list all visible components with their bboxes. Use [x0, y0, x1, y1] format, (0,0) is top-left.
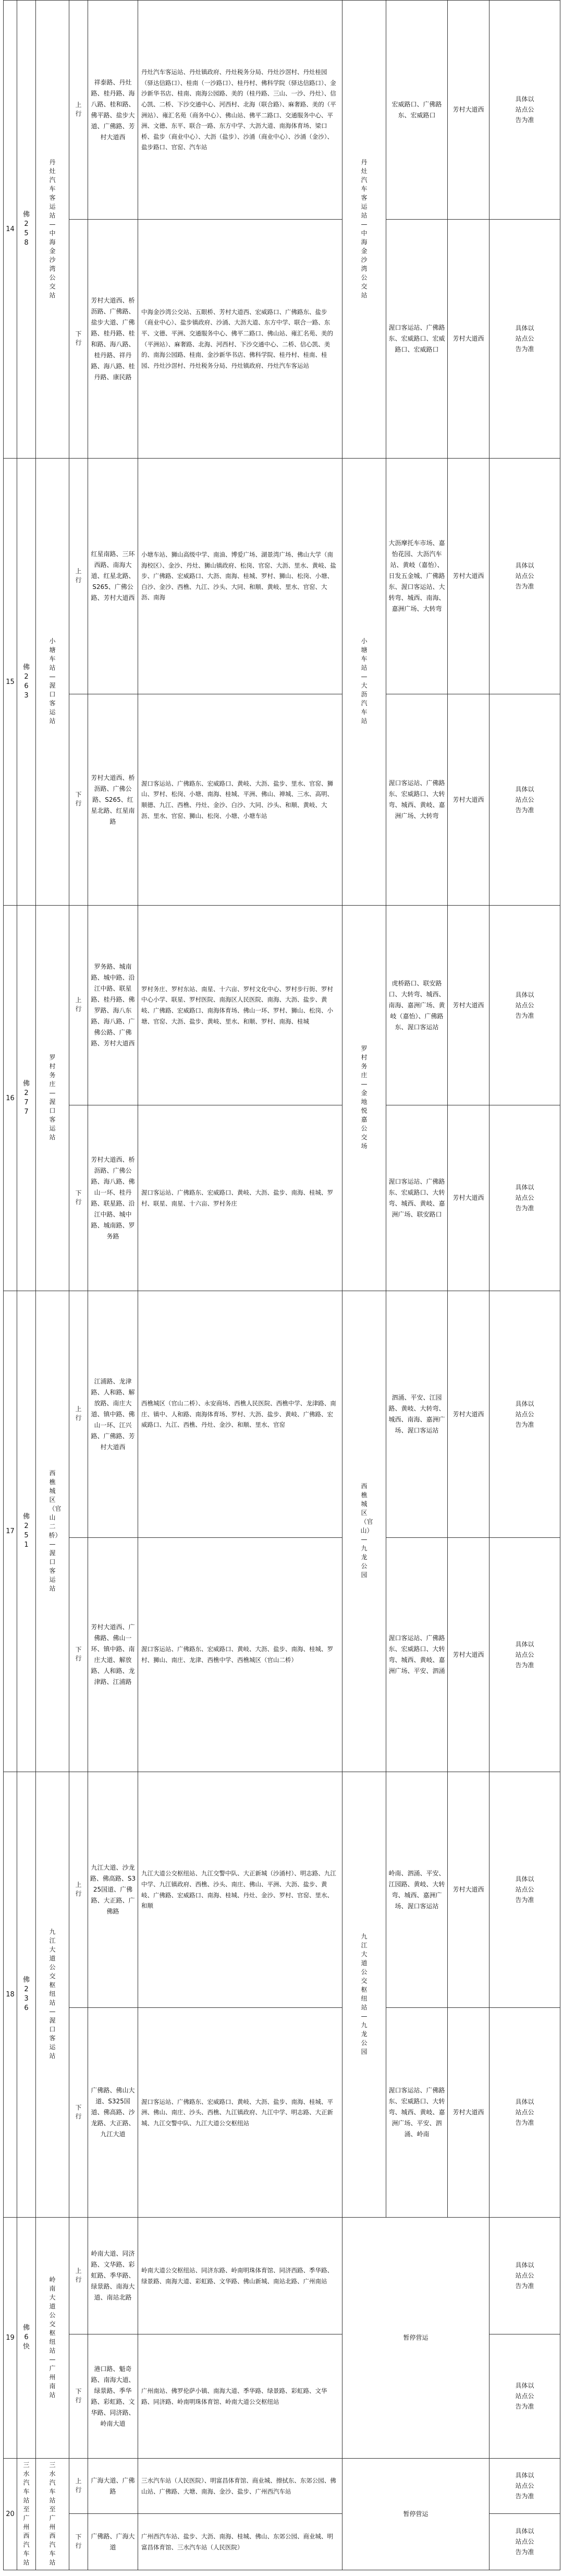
- note-down: 具体以站点公告为准: [489, 2008, 560, 2218]
- stops-right-up: 泗涌、平安、江园路、黄岐、大转弯、城西、南海、嘉洲广场、渥口客运站: [386, 1291, 448, 1538]
- direction-down: 下行: [69, 220, 88, 459]
- stops-down: 广州西汽车站、盐步、大沥、南海、桂城、佛山、东郊公园、商业城、明富昌体育馆、三水汽车站（人民医院）: [138, 2514, 342, 2570]
- direction-down: 下行: [69, 1538, 88, 1772]
- via-up: 芳村大道西: [448, 1291, 489, 1538]
- note-up: 具体以站点公告为准: [489, 1291, 560, 1538]
- roads-down: 港口路、魁奇路、南海大道、绿景路、季华路、彩虹路、文华路、同济路、岭南大道: [88, 2334, 138, 2459]
- via-up: 芳村大道西: [448, 1772, 489, 2008]
- roads-down: 芳村大道西、桥沥路、广佛路、盐步大道、广佛路、桂丹路、桂和路、海八路、桂丹路、祥丹路、海八路、桂丹路、康民路: [88, 220, 138, 459]
- via-up: 芳村大道西: [448, 1, 489, 220]
- stops-down: 广州南站、佛罗伦萨小镇、南海大道、季华路、绿景路、彩虹路、文华路、同济路、岭南明珠体育馆、岭南大道公交枢纽站: [138, 2334, 342, 2459]
- table-row: [4, 1105, 560, 1291]
- stops-right-down: 渥口客运站、广佛路东、宏威路口、大转弯、城西、黄岐、嘉洲广场、大转弯: [386, 694, 448, 906]
- direction-up: 上行: [69, 1772, 88, 2008]
- note-up: 具体以站点公告为准: [489, 2218, 560, 2334]
- stops-down: 渥口客运站、广佛路东、宏威路口、黄岐、大沥、盐步、南海、桂城、罗村、联星、南星、十六亩、罗村务庄: [138, 1105, 342, 1291]
- note-up: 具体以站点公告为准: [489, 2459, 560, 2514]
- direction-up: 上行: [69, 1, 88, 220]
- stops-up: 丹灶汽车客运站、丹灶镇政府、丹灶税务分局、丹灶沙滘村、丹灶桂园（驿达信路口）、桂南（一沙路口）、桂丹村、佛科学院（驿达信路口）、金沙新华书店、桂南、南海公园路、美的（桂丹路、三山、一沙、丹灶）、信心凯、二桥、下沙交通中心、河西村、北海（联合路）、麻奢路、美的（平洲站）、雍汇名苑（商务中心）、佛山站、佛平二路口、交通服务中心、平洲、文德、东平、联合一路、东方中学、大沥大道、南海体育场、梁口桥、盐步（商业中心）、大沥（盐步）、沙涌（商业中心）、沙涌（金沙）、盐步路口、官窑、汽车站: [138, 1, 342, 220]
- direction-up: 上行: [69, 2218, 88, 2334]
- stops-right-down: 渥口客运站、广佛路东、宏威路口、大转弯、城西、黄岐、嘉洲广场、平安、泗涌: [386, 1538, 448, 1772]
- table-row: [4, 1772, 560, 2008]
- table-row: [4, 1538, 560, 1772]
- stops-right-up: 大沥摩托车市场、嘉怡花园、大沥汽车站、黄岐（嘉怡）、日发五金城、广佛路东、渥口客运站、大转弯、城西、南海、嘉洲广场、大转弯: [386, 459, 448, 694]
- via-down: 芳村大道西: [448, 220, 489, 459]
- roads-up: 九江大道、沙龙路、佛高路、S325国道、广佛路、大正路、广佛路: [88, 1772, 138, 2008]
- table-row: [4, 2218, 560, 2334]
- route-terminals-right: 丹灶汽车客运站—中海金沙湾公交站: [342, 1, 386, 459]
- direction-up: 上行: [69, 2459, 88, 2514]
- direction-up: 上行: [69, 459, 88, 694]
- direction-up: 上行: [69, 906, 88, 1105]
- table-row: [4, 1291, 560, 1538]
- roads-up: 罗务路、城南路、城中路、沿江中路、联星路、桂丹路、佛罗路、海八东路、海八路、广佛公路、广佛路、芳村大道西: [88, 906, 138, 1105]
- stops-down: 中海金沙湾公交站、五眼桥、芳村大道西、宏威路口、广佛路东、盐步（商业中心）、盐步镇政府、沙涌、大沥大道、东方中学、联合一路、东平、文德、平洲、交通服务中心、佛平二路口、佛山站、雍汇名苑、美的（平洲站）、麻奢路、北海、河西村、下沙交通中心、二桥、信心凯、美的、南海公园路、桂南、金沙新华书店、佛科学院、桂丹村、桂南、桂园、丹灶沙滘村、丹灶税务分局、丹灶镇政府、丹灶汽车客运站: [138, 220, 342, 459]
- stops-down: 渥口客运站、广佛路东、宏威路口、黄岐、大沥、盐步、里水、官窑、狮山、罗村、松岗、小塘、南海、桂城、平洲、佛山、禅城、三水、高明、顺德、九江、西樵、丹灶、金沙、白沙、大同、沙头、和顺、黄岐、大沥、里水、官窑、狮山、松岗、小塘、小塘车站: [138, 694, 342, 906]
- route-terminals: 小塘车站—渥口客运站: [36, 459, 69, 906]
- route-number: 16: [4, 906, 17, 1291]
- note-down: 具体以站点公告为准: [489, 1538, 560, 1772]
- direction-down: 下行: [69, 2008, 88, 2218]
- direction-down: 下行: [69, 694, 88, 906]
- roads-up: 江浦路、龙津路、人和路、解放路、南庄大道、镇中路、佛山一环、江兴路、广佛路、芳村大道西: [88, 1291, 138, 1538]
- roads-down: 芳村大道西、桥沥路、广佛公路、海八路、佛山一环、桂丹路、联星路、沿江中路、城中路、城南路、罗务路: [88, 1105, 138, 1291]
- via-down: 芳村大道西: [448, 1105, 489, 1291]
- route-number: 15: [4, 459, 17, 906]
- suspended-status: 暂停营运: [342, 2218, 489, 2459]
- suspended-status: 暂停营运: [342, 2459, 489, 2570]
- table-row: [4, 220, 560, 459]
- stops-up: 三水汽车站（人民医院）、明富昌体育馆、商业城、擦拭东、东郊公园、佛山站、广佛路、大塘、南海、金沙、盐步、广州西汽车站: [138, 2459, 342, 2514]
- stops-right-down: 渥口客运站、广佛路东、宏威路口、大转弯、城西、黄岐、嘉洲广场、联安路口: [386, 1105, 448, 1291]
- table-row: [4, 906, 560, 1105]
- roads-down: 广佛路、广海大道: [88, 2514, 138, 2570]
- note-down: 具体以站点公告为准: [489, 1105, 560, 1291]
- roads-up: 祥泰路、丹灶路、桂丹路、海八路、桂和路、佛平路、盐步大道、广佛路、芳村大道西: [88, 1, 138, 220]
- route-number: 19: [4, 2218, 17, 2459]
- note-up: 具体以站点公告为准: [489, 459, 560, 694]
- stops-down: 渥口客运站、广佛路东、宏威路口、黄岐、大沥、盐步、南海、桂城、平洲、佛山、南庄、沙头、西樵、九江镇政府、九江中学、明志路、大正新城、九江交警中队、九江大道公交枢纽站: [138, 2008, 342, 2218]
- bus-route-table: [3, 0, 560, 2570]
- stops-up: 罗村务庄、罗村东站、南星、十六亩、罗村文化中心、罗村步行街、罗村中心小学、联星、罗村医院、南海区人民医院、南海、大沥、盐步、黄岐、广佛路、宏威路口、南海体育场、佛山一环、罗村、狮山、松岗、小塘、官窑、大沥、盐步、黄岐、里水、和顺、罗村、南海、桂城: [138, 906, 342, 1105]
- stops-down: 渥口客运站、广佛路东、宏威路口、黄岐、大沥、盐步、南海、桂城、罗村、狮山、南庄、龙津、西樵中学、西樵城区（官山二桥）: [138, 1538, 342, 1772]
- route-terminals-right: 西樵城区（官山）—九龙公园: [342, 1291, 386, 1772]
- table-row: [4, 694, 560, 906]
- direction-down: 下行: [69, 2514, 88, 2570]
- route-terminals: 岭南大道公交枢纽站—广州南站: [36, 2218, 69, 2459]
- stops-right-up: 虎桥路口、联安路口、大转弯、城西、南海、嘉洲广场、黄岐（嘉怡）、广佛路东、渥口客运站: [386, 906, 448, 1105]
- roads-down: 广佛路、佛山大道、S325国道、佛高路、沙龙路、大正路、九江大道: [88, 2008, 138, 2218]
- stops-up: 西樵城区（官山二桥）、永安商场、西樵人民医院、西樵中学、龙津路、南庄、镇中、人和路、南海体育场、罗村、大沥、盐步、黄岐、广佛路、宏威路口、九江、西樵、丹灶、金沙、和顺、里水、官窑: [138, 1291, 342, 1538]
- note-down: 具体以站点公告为准: [489, 694, 560, 906]
- roads-up: 岭南大道、同济路、文华路、彩虹路、季华路、绿景路、南海大道、南站北路: [88, 2218, 138, 2334]
- note-up: 具体以站点公告为准: [489, 1, 560, 220]
- route-name: 佛277: [17, 906, 36, 1291]
- route-terminals-right: 九江大道公交枢纽站—九龙公园: [342, 1772, 386, 2218]
- table-row: [4, 1, 560, 220]
- route-name: 佛6快: [17, 2218, 36, 2459]
- via-down: 芳村大道西: [448, 1538, 489, 1772]
- route-terminals: 九江大道公交枢纽站—渥口客运站: [36, 1772, 69, 2218]
- table-row: [4, 2008, 560, 2218]
- route-terminals-right: 小塘车站—大沥汽车站: [342, 459, 386, 906]
- table-row: [4, 459, 560, 694]
- route-terminals: 西樵城区（官山二桥）—渥口客运站: [36, 1291, 69, 1772]
- route-number: 14: [4, 1, 17, 459]
- stops-right-up: 岭南、泗涌、平安、江园路、黄岐、大转弯、城西、嘉洲广场、渥口客运站: [386, 1772, 448, 2008]
- route-name: 佛236: [17, 1772, 36, 2218]
- note-down: 具体以站点公告为准: [489, 220, 560, 459]
- stops-up: 小塘车站、狮山高级中学、南油、博爱广场、湖景湾广场、佛山大学（南海校区）、金沙、丹灶、狮山镇政府、松岗、官窑、大沥、里水、黄岐、盐步、广佛路、宏威路口、大沥、南海、桂城、罗村、狮山、松岗、小塘、白沙、金沙、西樵、九江、沙头、大同、和顺、黄岐、里水、官窑、大沥、南海: [138, 459, 342, 694]
- via-up: 芳村大道西: [448, 459, 489, 694]
- via-up: 芳村大道西: [448, 906, 489, 1105]
- route-terminals: 三水汽车站至广州西汽车站: [36, 2459, 69, 2570]
- table-row: [4, 2459, 560, 2514]
- stops-right-down: 渥口客运站、广佛路东、宏威路口、大转弯、城西、黄岐、嘉洲广场、平安、泗涌、岭南: [386, 2008, 448, 2218]
- route-number: 17: [4, 1291, 17, 1772]
- stops-up: 岭南大道公交枢纽站、同济东路、岭南明珠体育馆、同济西路、季华路、绿景路、南海大道、彩虹路、文华路、佛山新城、南站北路、广州南站: [138, 2218, 342, 2334]
- note-up: 具体以站点公告为准: [489, 1772, 560, 2008]
- via-down: 芳村大道西: [448, 2008, 489, 2218]
- roads-down: 芳村大道西、桥沥路、广佛公路、S265、红星北路、红星南路: [88, 694, 138, 906]
- stops-up: 九江大道公交枢纽站、九江交警中队、大正新城（沙涌村）、明志路、九江中学、九江镇政府、西樵、沙头、南庄、佛山、平洲、大沥、盐步、黄岐、广佛路、宏威路口、南海、桂城、丹灶、金沙、罗村、官窑、里水、和顺: [138, 1772, 342, 2008]
- route-number: 20: [4, 2459, 17, 2570]
- note-up: 具体以站点公告为准: [489, 906, 560, 1105]
- roads-up: 广海大道、广佛路: [88, 2459, 138, 2514]
- route-name: 佛263: [17, 459, 36, 906]
- direction-up: 上行: [69, 1291, 88, 1538]
- direction-down: 下行: [69, 1105, 88, 1291]
- note-down: 具体以站点公告为准: [489, 2334, 560, 2459]
- direction-down: 下行: [69, 2334, 88, 2459]
- route-terminals: 罗村务庄—渥口客运站: [36, 906, 69, 1291]
- route-terminals-right: 罗村务庄—金地悦嘉公交场: [342, 906, 386, 1291]
- stops-right-up: 宏威路口、广佛路东、宏威路口: [386, 1, 448, 220]
- route-name: 佛258: [17, 1, 36, 459]
- route-name: 三水汽车站至广州西汽车站: [17, 2459, 36, 2570]
- roads-down: 芳村大道西、广佛路、佛山一环、镇中路、南庄大道、解放路、人和路、龙津路、江浦路: [88, 1538, 138, 1772]
- stops-right-down: 渥口客运站、广佛路东、宏威路口、宏威路口、宏威路口: [386, 220, 448, 459]
- route-terminals: 丹灶汽车客运站—中海金沙湾公交站: [36, 1, 69, 459]
- via-down: 芳村大道西: [448, 694, 489, 906]
- roads-up: 红星南路、三环西路、南海大道、红星北路、S265、广佛公路、芳村大道西: [88, 459, 138, 694]
- route-name: 佛251: [17, 1291, 36, 1772]
- note-down: 具体以站点公告为准: [489, 2514, 560, 2570]
- route-number: 18: [4, 1772, 17, 2218]
